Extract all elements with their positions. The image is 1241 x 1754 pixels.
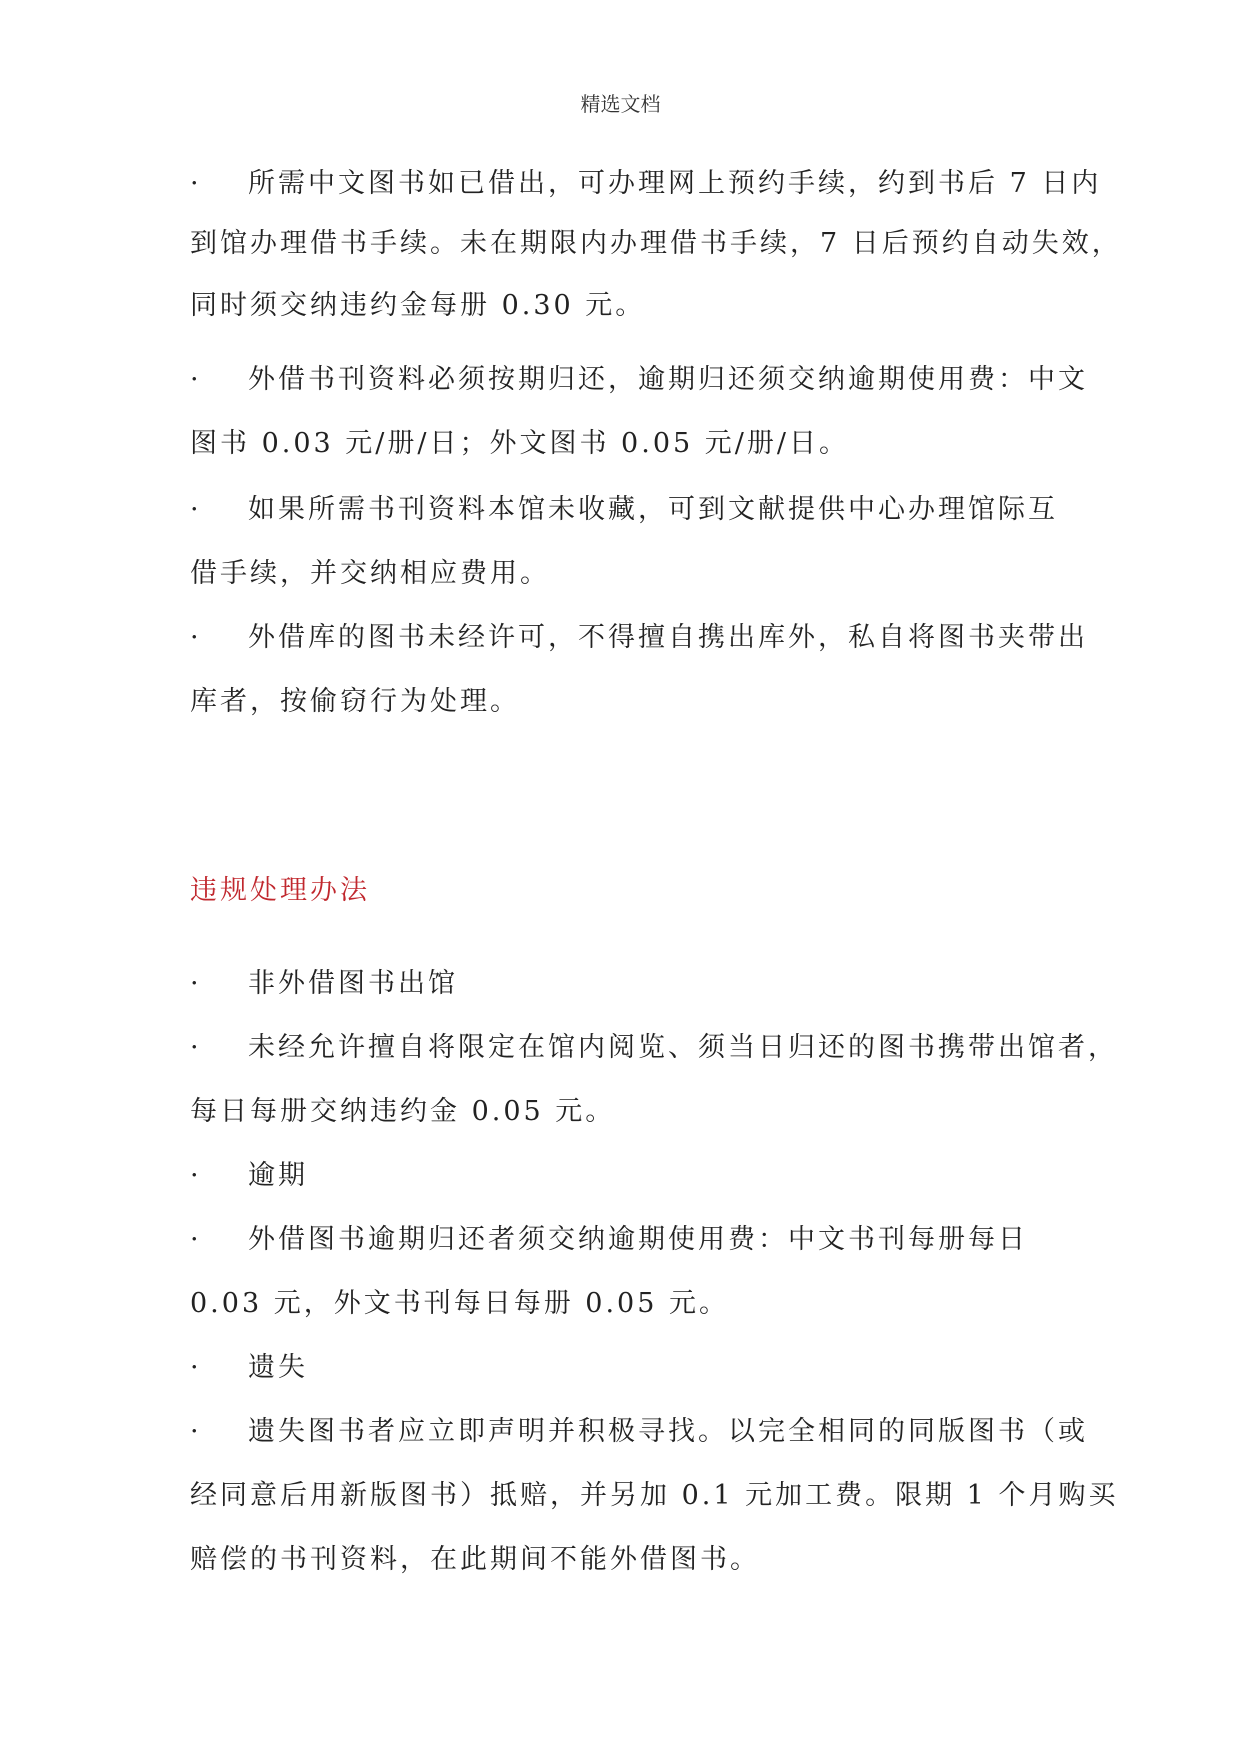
section-title: 违规处理办法 (190, 875, 370, 906)
paragraph-line: 库者，按偷窃行为处理。 (190, 686, 520, 717)
list-item: · 如果所需书刊资料本馆未收藏，可到文献提供中心办理馆际互 (190, 494, 1058, 525)
list-item: · 非外借图书出馆 (190, 968, 458, 999)
list-item: · 外借书刊资料必须按期归还，逾期归还须交纳逾期使用费：中文 (190, 364, 1088, 395)
list-item: · 未经允许擅自将限定在馆内阅览、须当日归还的图书携带出馆者， (190, 1032, 1118, 1063)
list-item: · 所需中文图书如已借出，可办理网上预约手续，约到书后 7 日内 (190, 168, 1102, 199)
paragraph-line: 到馆办理借书手续。未在期限内办理借书手续，7 日后预约自动失效， (190, 228, 1122, 259)
bullet-icon: · (190, 1160, 202, 1191)
list-item: · 外借图书逾期归还者须交纳逾期使用费：中文书刊每册每日 (190, 1224, 1028, 1255)
page-header: 精选文档 (580, 92, 661, 116)
bullet-icon: · (190, 968, 202, 999)
paragraph-line: 借手续，并交纳相应费用。 (190, 558, 550, 589)
bullet-icon: · (190, 1416, 202, 1447)
paragraph-line: 0.03 元，外文书刊每日每册 0.05 元。 (190, 1288, 729, 1319)
bullet-icon: · (190, 1352, 202, 1383)
bullet-icon: · (190, 1032, 202, 1063)
bullet-icon: · (190, 622, 202, 653)
list-item: · 遗失图书者应立即声明并积极寻找。以完全相同的同版图书（或 (190, 1416, 1088, 1447)
paragraph-line: 图书 0.03 元/册/日；外文图书 0.05 元/册/日。 (190, 428, 849, 459)
list-item: · 逾期 (190, 1160, 308, 1191)
bullet-icon: · (190, 1224, 202, 1255)
list-item: · 遗失 (190, 1352, 308, 1383)
paragraph-line: 赔偿的书刊资料，在此期间不能外借图书。 (190, 1544, 760, 1575)
paragraph-line: 每日每册交纳违约金 0.05 元。 (190, 1096, 616, 1127)
bullet-icon: · (190, 364, 202, 395)
bullet-icon: · (190, 168, 202, 199)
paragraph-line: 同时须交纳违约金每册 0.30 元。 (190, 290, 646, 321)
list-item: · 外借库的图书未经许可，不得擅自携出库外，私自将图书夹带出 (190, 622, 1088, 653)
paragraph-line: 经同意后用新版图书）抵赔，并另加 0.1 元加工费。限期 1 个月购买 (190, 1480, 1119, 1511)
bullet-icon: · (190, 494, 202, 525)
